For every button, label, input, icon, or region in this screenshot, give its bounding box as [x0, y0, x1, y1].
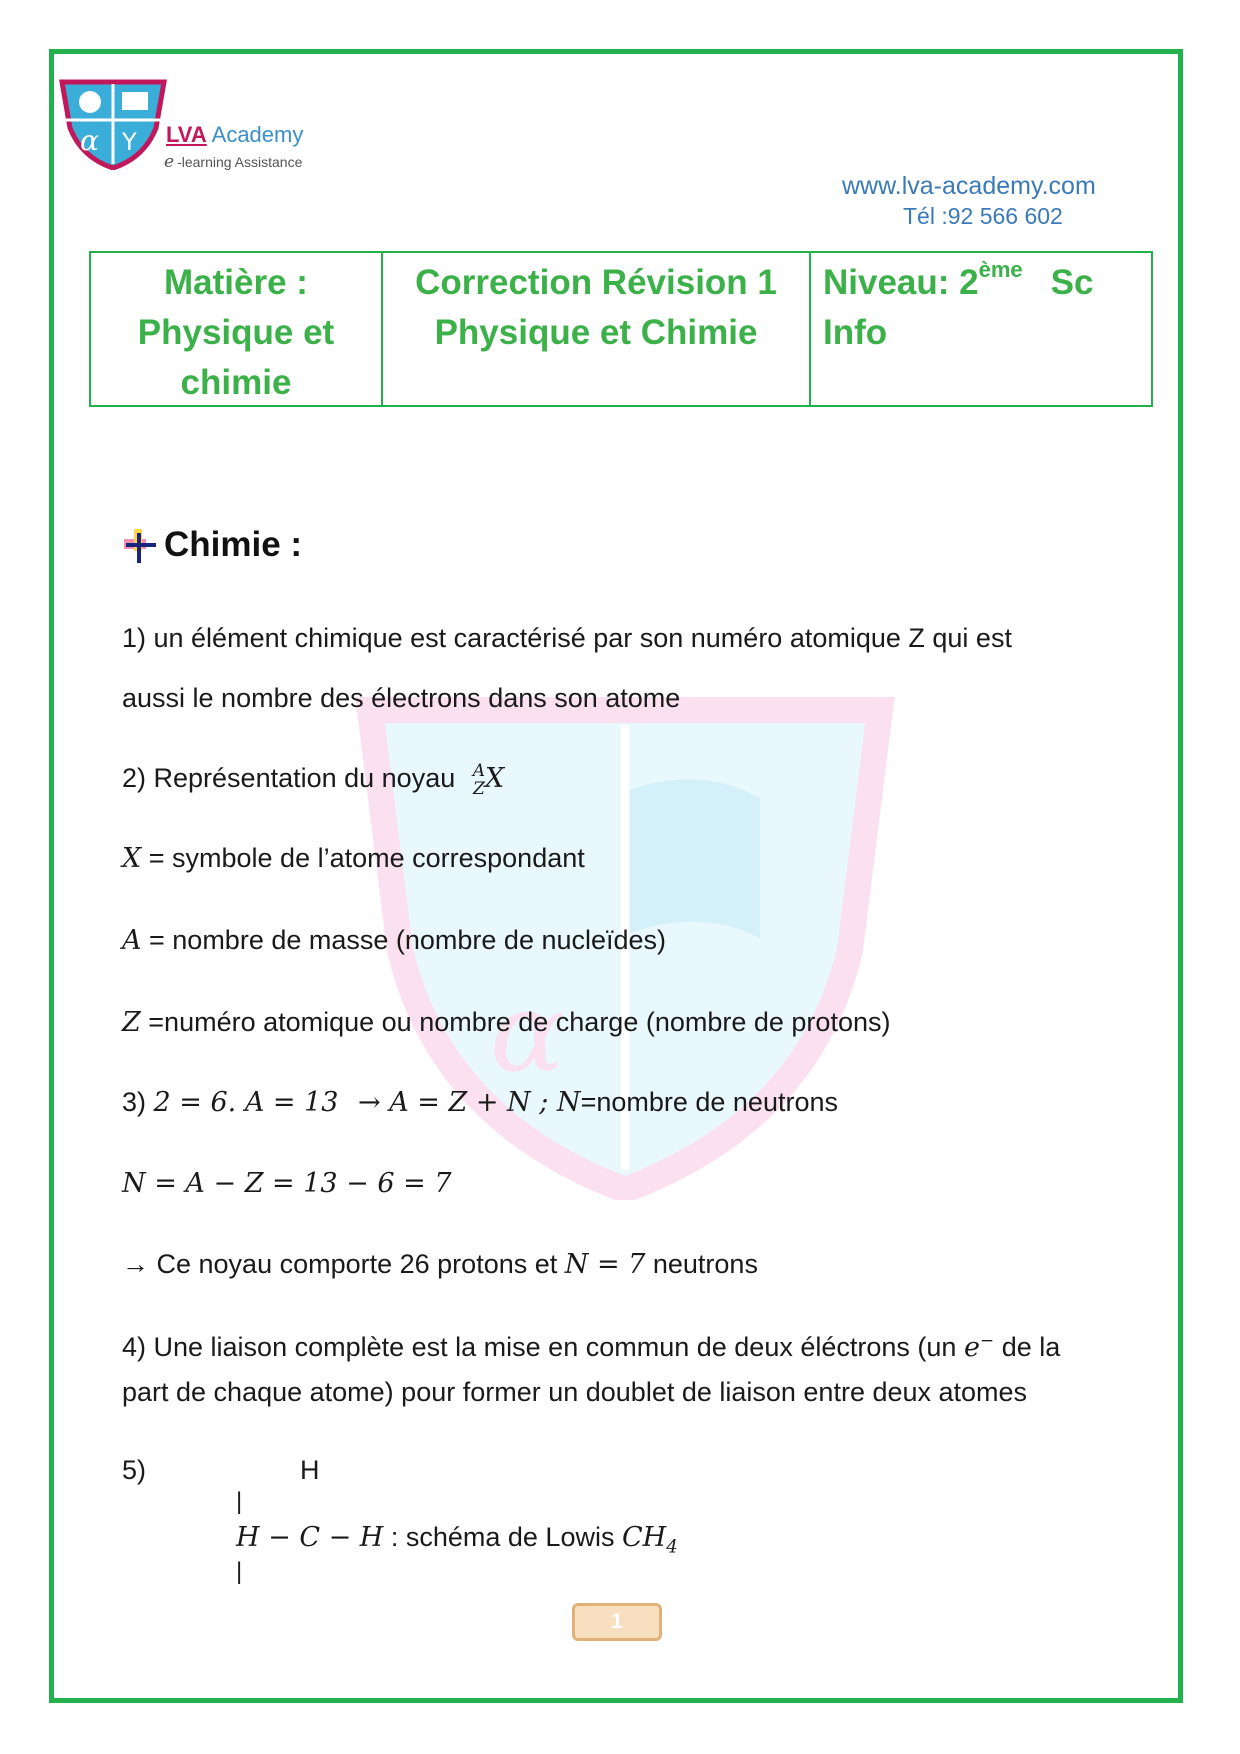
header-table	[89, 251, 1153, 407]
q3-concl-post: neutrons	[652, 1249, 758, 1279]
q4-line-1	[122, 1331, 1060, 1363]
niveau-sc: Sc	[1050, 263, 1094, 302]
section-title-text: Chimie :	[164, 525, 303, 564]
q3-n-def: =nombre de neutrons	[580, 1087, 838, 1117]
niveau-sup: ème	[978, 257, 1023, 282]
niveau-prefix: Niveau: 2	[823, 263, 979, 302]
matiere-line-3: chimie	[180, 363, 292, 402]
q5-h-top: H	[300, 1455, 320, 1485]
matiere-line-2: Physique et	[137, 313, 335, 352]
q5-h-row: H − C − H	[236, 1522, 384, 1553]
logo-lva: LVA	[166, 122, 207, 147]
page-number: 1	[572, 1603, 662, 1641]
logo-brand-text	[166, 122, 303, 148]
svg-text:α: α	[80, 124, 99, 157]
q3-line-1	[122, 1087, 838, 1118]
svg-text:Y: Y	[122, 128, 137, 156]
header-niveau-cell	[811, 253, 1151, 405]
q5-bar-bottom: |	[236, 1558, 243, 1585]
x-definition	[122, 843, 585, 874]
q5-caption: : schéma de Lowis	[390, 1522, 615, 1552]
logo-tagline-e: e	[164, 152, 175, 172]
nuclide-a: A	[472, 761, 486, 781]
z-symbol: Z	[122, 1007, 141, 1038]
nuclide-x: X	[485, 763, 505, 795]
q4-line1-post: de la	[1001, 1332, 1061, 1362]
logo-academy: Academy	[211, 122, 304, 147]
q4-e-sup: −	[979, 1331, 995, 1351]
q3-concl-eq: N = 7	[564, 1249, 646, 1280]
x-def-text: = symbole de l’atome correspondant	[148, 843, 585, 873]
header-title-cell	[383, 253, 811, 405]
q4-line1-pre: 4) Une liaison complète est la mise en commun de deux éléctrons (un	[122, 1332, 957, 1362]
niveau-line-2: Info	[823, 313, 888, 352]
niveau-line-1	[823, 258, 1151, 308]
q5-bar-top: |	[236, 1488, 243, 1515]
q4-e-symbol: e	[963, 1332, 980, 1363]
q2-text: 2) Représentation du noyau	[122, 763, 456, 794]
title-line-1: Correction Révision 1	[415, 263, 777, 302]
q3-line-2	[122, 1168, 452, 1199]
a-def-text: = nombre de masse (nombre de nucleïdes)	[149, 925, 667, 955]
z-definition	[122, 1007, 890, 1038]
lva-academy-logo-icon	[58, 78, 168, 170]
q5-label: 5)	[122, 1455, 147, 1485]
q5-formula-sub: 4	[666, 1536, 678, 1558]
svg-text:α: α	[490, 968, 565, 1096]
q3-concl-pre: → Ce noyau comporte 26 protons et	[122, 1249, 558, 1279]
title-line-2: Physique et Chimie	[434, 313, 758, 352]
q1-line-1: 1) un élément chimique est caractérisé par son numéro atomique Z qui est	[122, 623, 1012, 653]
q5-lewis-row	[236, 1522, 678, 1557]
q3-arrow-eq: → A = Z + N ; N	[358, 1087, 581, 1118]
website-link[interactable]: www.lva-academy.com	[842, 172, 1096, 200]
a-definition	[122, 925, 666, 956]
matiere-line-1: Matière :	[164, 263, 308, 302]
q3-conclusion	[122, 1249, 758, 1280]
logo-tagline-text: -learning Assistance	[177, 154, 303, 170]
q3-prefix: 3)	[122, 1087, 147, 1117]
section-title-chimie	[122, 525, 302, 565]
x-symbol: X	[122, 843, 142, 874]
q3-eq2: N = A − Z = 13 − 6 = 7	[122, 1168, 452, 1199]
nuclide-z: Z	[472, 779, 485, 799]
nuclide-fraction	[473, 762, 485, 798]
a-symbol: A	[122, 925, 142, 956]
q3-eq1: 2 = 6. A = 13	[153, 1087, 339, 1118]
q2-line	[122, 762, 504, 798]
logo-tagline	[164, 152, 302, 172]
q1-line-2: aussi le nombre des électrons dans son atome	[122, 683, 681, 713]
phone-number: Tél :92 566 602	[903, 203, 1063, 229]
header-matiere-cell	[91, 253, 383, 405]
q5-formula: CH	[621, 1522, 667, 1553]
cross-bullet-icon	[122, 525, 162, 565]
z-def-text: =numéro atomique ou nombre de charge (nombre de protons)	[148, 1007, 891, 1037]
q4-line-2: part de chaque atome) pour former un doublet de liaison entre deux atomes	[122, 1377, 1028, 1407]
